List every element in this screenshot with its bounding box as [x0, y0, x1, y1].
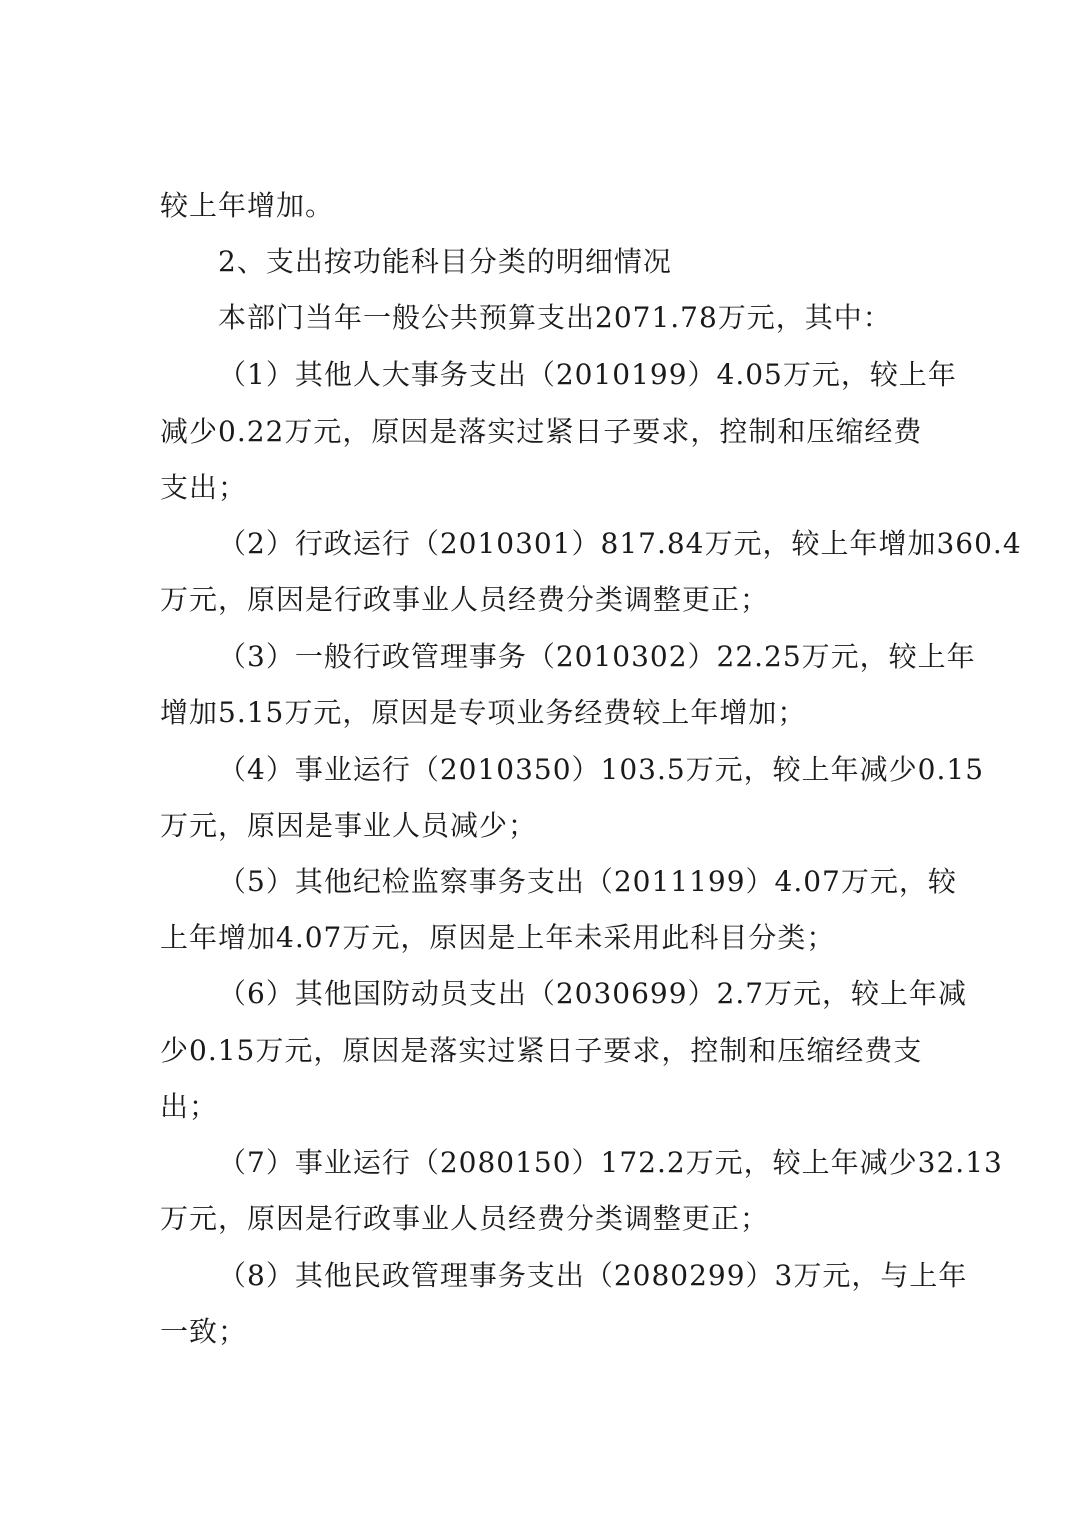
- list-item-2-line-1: （2）行政运行（2010301）817.84万元，较上年增加360.4: [218, 527, 1022, 560]
- list-item-6-line-2: 少0.15万元，原因是落实过紧日子要求，控制和压缩经费支: [160, 1034, 923, 1067]
- list-item-1-line-2: 减少0.22万元，原因是落实过紧日子要求，控制和压缩经费: [160, 415, 923, 448]
- list-item-1-line-3: 支出；: [160, 471, 248, 504]
- list-item-4-line-2: 万元，原因是事业人员减少；: [160, 809, 538, 842]
- list-item-8-line-1: （8）其他民政管理事务支出（2080299）3万元，与上年: [218, 1259, 968, 1292]
- list-item-6-line-3: 出；: [160, 1090, 219, 1123]
- list-item-3-line-2: 增加5.15万元，原因是专项业务经费较上年增加；: [160, 696, 807, 729]
- list-item-7-line-1: （7）事业运行（2080150）172.2万元，较上年减少32.13: [218, 1146, 1003, 1179]
- list-item-1-line-1: （1）其他人大事务支出（2010199）4.05万元，较上年: [218, 358, 957, 391]
- list-item-4-line-1: （4）事业运行（2010350）103.5万元，较上年减少0.15: [218, 753, 985, 786]
- list-item-5-line-1: （5）其他纪检监察事务支出（2011199）4.07万元，较: [218, 865, 957, 898]
- list-item-6-line-1: （6）其他国防动员支出（2030699）2.7万元，较上年减: [218, 977, 968, 1010]
- list-item-3-line-1: （3）一般行政管理事务（2010302）22.25万元，较上年: [218, 640, 976, 673]
- continuation-text: 较上年增加。: [160, 189, 335, 222]
- list-item-5-line-2: 上年增加4.07万元，原因是上年未采用此科目分类；: [160, 921, 836, 954]
- list-item-8-line-2: 一致；: [160, 1315, 248, 1348]
- intro-paragraph: 本部门当年一般公共预算支出2071.78万元，其中：: [218, 301, 892, 334]
- section-heading: 2、支出按功能科目分类的明细情况: [218, 245, 672, 278]
- list-item-2-line-2: 万元，原因是行政事业人员经费分类调整更正；: [160, 583, 770, 616]
- list-item-7-line-2: 万元，原因是行政事业人员经费分类调整更正；: [160, 1202, 770, 1235]
